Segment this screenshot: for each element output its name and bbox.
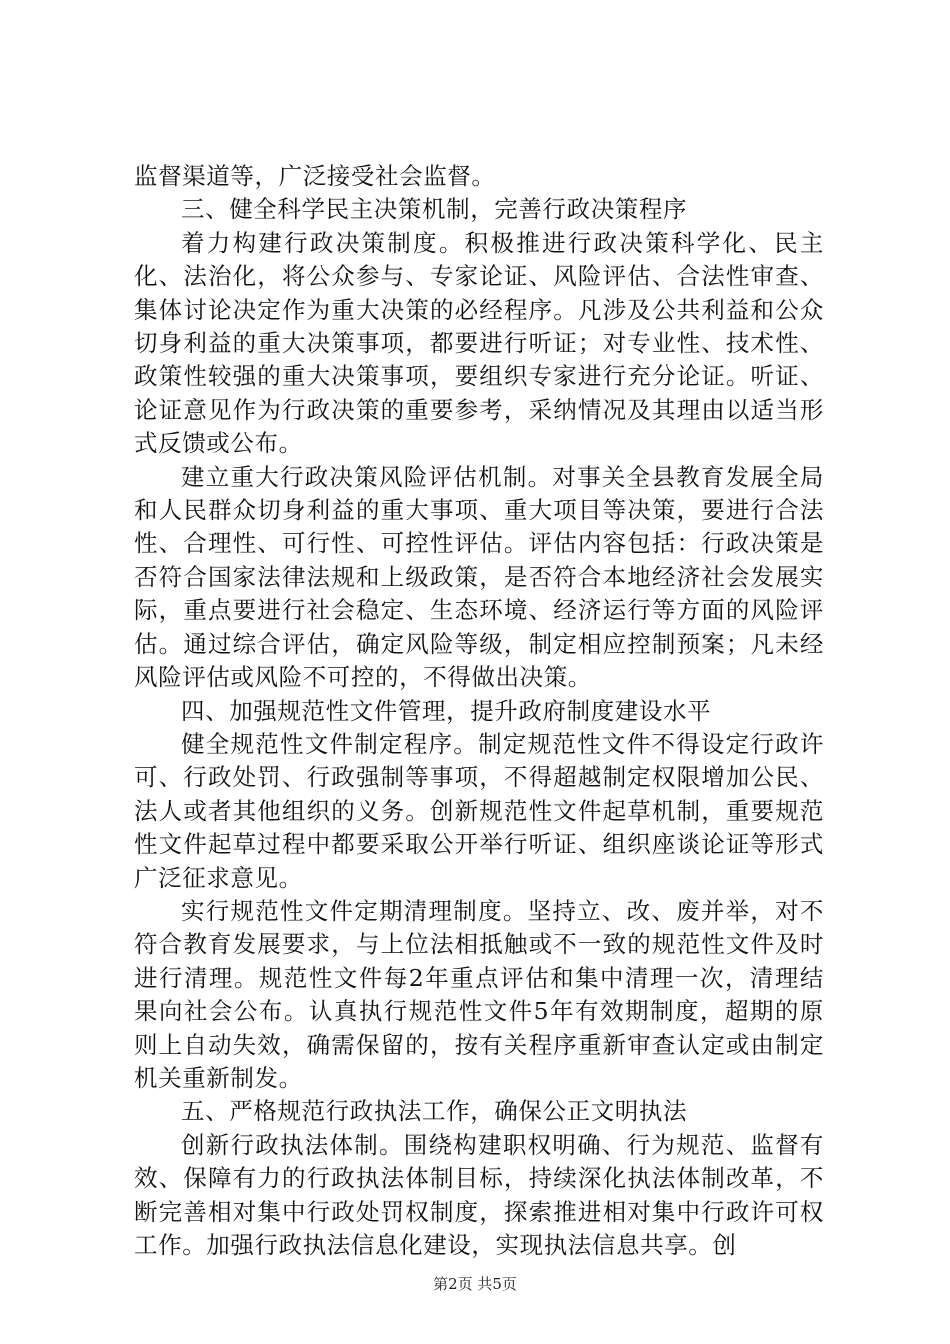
- page-footer: [0, 1274, 950, 1294]
- section-heading-5: 五、严格规范行政执法工作，确保公正文明执法: [181, 1097, 688, 1126]
- section-heading-4: 四、加强规范性文件管理，提升政府制度建设水平: [181, 696, 712, 725]
- paragraph-continuation: 监督渠道等，广泛接受社会监督。: [134, 162, 496, 190]
- document-body: [134, 160, 824, 1262]
- paragraph-decision-system: 着力构建行政决策制度。积极推进行政决策科学化、民主化、法治化，将公众参与、专家论证、风险评估、合法性审查、集体讨论决定作为重大决策的必经程序。凡涉及公共利益和公众切身利益的重大决策事项，都要进行听证；对专业性、技术性、政策性较强的重大决策事项，要组织专家进行充分论证。听证、论证意见作为行政决策的重要参考，采纳情况及其理由以适当形式反馈或公布。: [134, 228, 824, 458]
- paragraph-risk-assessment: 建立重大行政决策风险评估机制。对事关全县教育发展全局和人民群众切身利益的重大事项、重大项目等决策，要进行合法性、合理性、可行性、可控性评估。评估内容包括：行政决策是否符合国家法律法规和上级政策，是否符合本地经济社会发展实际，重点要进行社会稳定、生态环境、经济运行等方面的风险评估。通过综合评估，确定风险等级，制定相应控制预案；凡未经风险评估或风险不可控的，不得做出决策。: [134, 462, 824, 692]
- paragraph-document-procedure: 健全规范性文件制定程序。制定规范性文件不得设定行政许可、行政处罚、行政强制等事项，不得超越制定权限增加公民、法人或者其他组织的义务。创新规范性文件起草机制，重要规范性文件起草过程中都要采取公开举行听证、组织座谈论证等形式广泛征求意见。: [134, 729, 824, 892]
- paragraph-enforcement-system: 创新行政执法体制。围绕构建职权明确、行为规范、监督有效、保障有力的行政执法体制目标，持续深化执法体制改革，不断完善相对集中行政处罚权制度，探索推进相对集中行政许可权工作。加强行政执法信息化建设，实现执法信息共享。创: [134, 1130, 824, 1259]
- section-heading-3: 三、健全科学民主决策机制，完善行政决策程序: [181, 195, 688, 224]
- paragraph-document-cleanup: 实行规范性文件定期清理制度。坚持立、改、废并举，对不符合教育发展要求，与上位法相抵触或不一致的规范性文件及时进行清理。规范性文件每2年重点评估和集中清理一次，清理结果向社会公布。认真执行规范性文件5年有效期制度，超期的原则上自动失效，确需保留的，按有关程序重新审查认定或由制定机关重新制发。: [134, 896, 824, 1092]
- page-number-label: 第2页 共5页: [433, 1275, 517, 1293]
